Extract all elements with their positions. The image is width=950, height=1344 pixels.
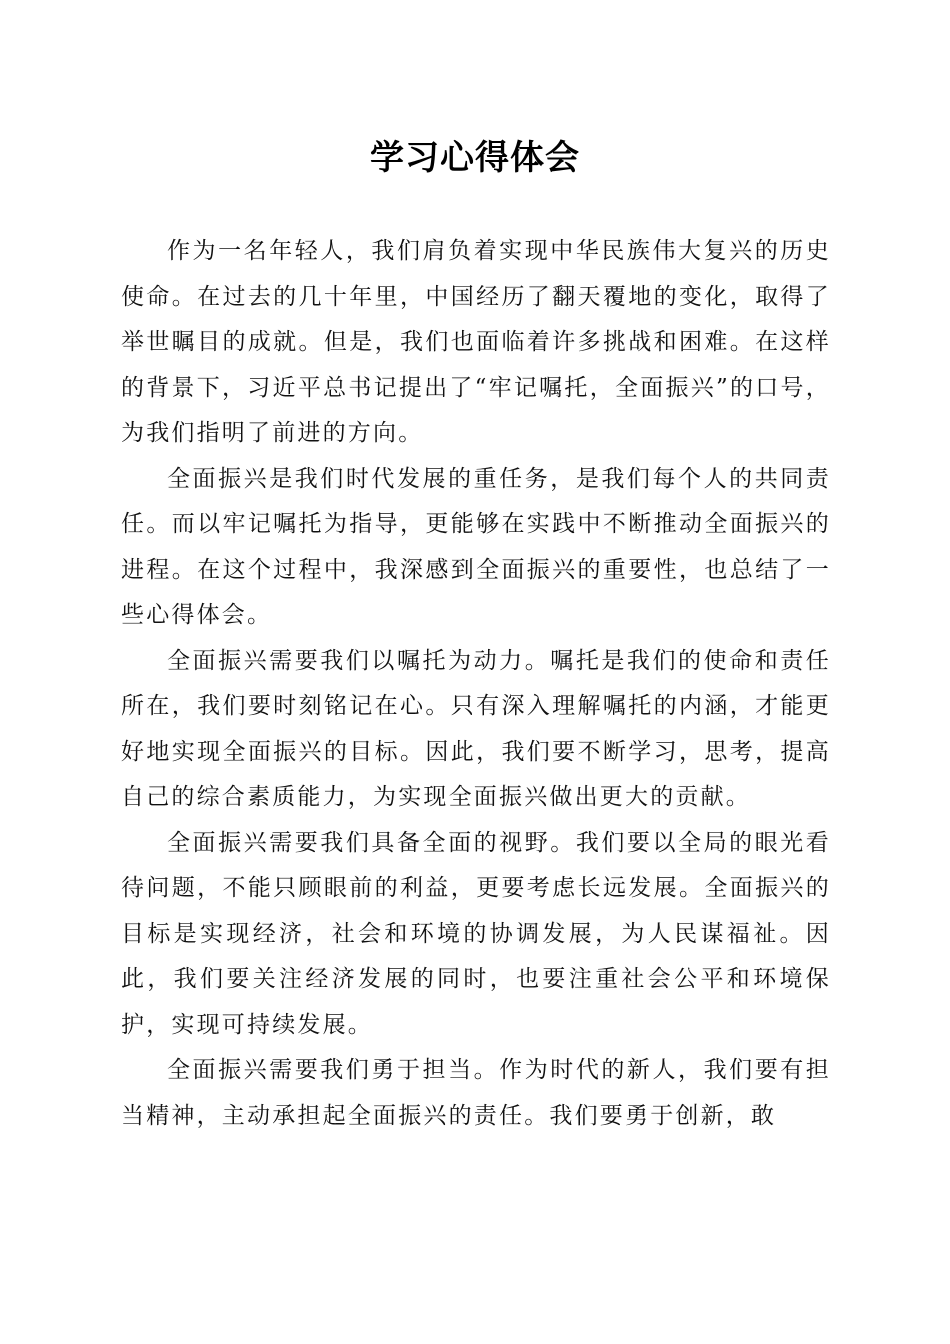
paragraph-4: 全面振兴需要我们具备全面的视野。我们要以全局的眼光看待问题，不能只顾眼前的利益，更要考虑长远发展。全面振兴的目标是实现经济，社会和环境的协调发展，为人民谋福祉。因此，我们要关注经济发展的同时，也要注重社会公平和环境保护，实现可持续发展。 xyxy=(121,829,831,1038)
paragraph-1: 作为一名年轻人，我们肩负着实现中华民族伟大复兴的历史使命。在过去的几十年里，中国经历了翻天覆地的变化，取得了举世瞩目的成就。但是，我们也面临着许多挑战和困难。在这样的背景下，习近平总书记提出了“牢记嘱托，全面振兴”的口号，为我们指明了前进的方向。 xyxy=(121,238,831,446)
document-body xyxy=(121,229,831,1139)
paragraph-2: 全面振兴是我们时代发展的重任务，是我们每个人的共同责任。而以牢记嘱托为指导，更能够在实践中不断推动全面振兴的进程。在这个过程中，我深感到全面振兴的重要性，也总结了一些心得体会。 xyxy=(121,465,831,628)
paragraph-3: 全面振兴需要我们以嘱托为动力。嘱托是我们的使命和责任所在，我们要时刻铭记在心。只有深入理解嘱托的内涵，才能更好地实现全面振兴的目标。因此，我们要不断学习，思考，提高自己的综合素质能力，为实现全面振兴做出更大的贡献。 xyxy=(121,647,831,810)
paragraph-5: 全面振兴需要我们勇于担当。作为时代的新人，我们要有担当精神，主动承担起全面振兴的责任。我们要勇于创新，敢 xyxy=(121,1057,831,1129)
document-title: 学习心得体会 xyxy=(370,138,580,178)
